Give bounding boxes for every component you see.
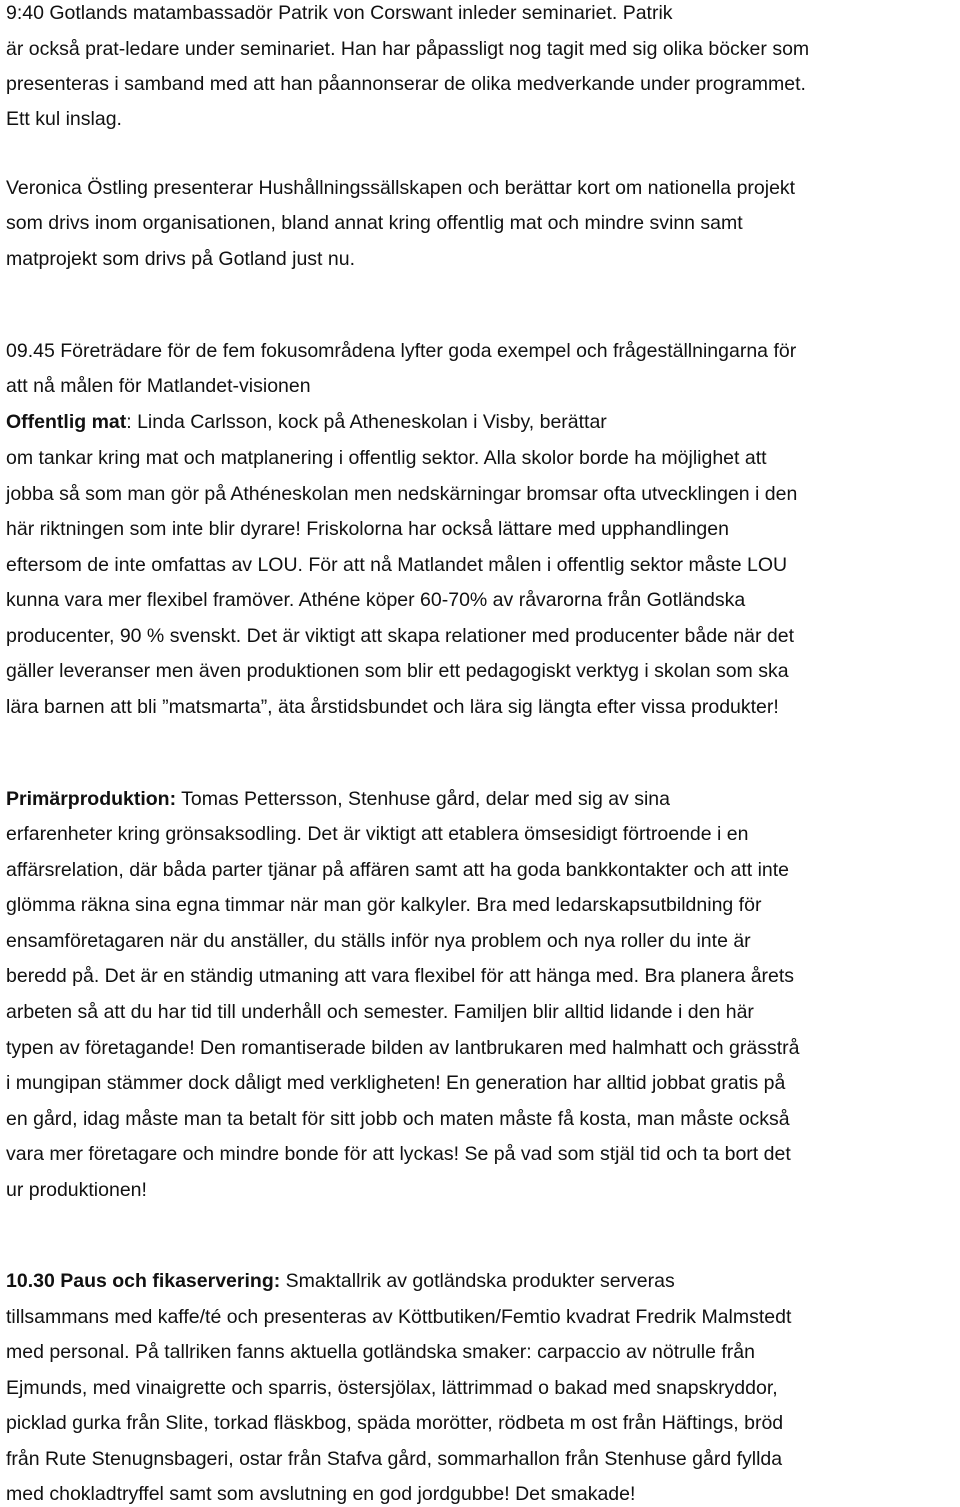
text-line: med personal. På tallriken fanns aktuella gotländska smaker: carpaccio av nötrulle från [6,1341,755,1363]
text-line: Ett kul inslag. [6,108,122,130]
text-line: picklad gurka från Slite, torkad fläskbog, späda morötter, rödbeta m ost från Häftings, bröd [6,1412,784,1434]
offentlig-mat-intro: : Linda Carlsson, kock på Atheneskolan i Visby, berättar [126,411,607,433]
text-line: jobba så som man gör på Athéneskolan men nedskärningar bromsar ofta utvecklingen i den [6,483,798,505]
text-line: är också prat-ledare under seminariet. Han har påpassligt nog tagit med sig olika böcker som [6,38,810,60]
text-line: Veronica Östling presenterar Hushållningssällskapen och berättar kort om nationella projekt [6,177,796,199]
offentlig-mat-intro-line [6,410,607,434]
text-line: gäller leveranser men även produktionen som blir ett pedagogiskt verktyg i skolan som ska [6,660,789,682]
text-line: tillsammans med kaffe/té och presenteras av Köttbutiken/Femtio kvadrat Fredrik Malmstedt [6,1306,792,1328]
text-line: 9:40 Gotlands matambassadör Patrik von Corswant inleder seminariet. Patrik [6,2,673,24]
text-line: från Rute Stenugnsbageri, ostar från Stafva gård, sommarhallon från Stenhuse gård fyllda [6,1448,783,1470]
text-line: ensamföretagaren när du anställer, du ställs inför nya problem och nya roller du inte är [6,930,751,952]
text-line: om tankar kring mat och matplanering i offentlig sektor. Alla skolor borde ha möjlighet att [6,447,767,469]
text-line: Ejmunds, med vinaigrette och sparris, östersjölax, lättrimmad o bakad med snapskryddor, [6,1377,778,1399]
text-line: producenter, 90 % svenskt. Det är viktigt att skapa relationer med producenter både när det [6,625,795,647]
text-line: matprojekt som drivs på Gotland just nu. [6,248,355,270]
paus-heading: 10.30 Paus och fikaservering: [6,1270,281,1292]
primarproduktion-heading: Primärproduktion: [6,788,177,810]
text-line: glömma räkna sina egna timmar när man gör kalkyler. Bra med ledarskapsutbildning för [6,894,762,916]
text-line: arbeten så att du har tid till underhåll och semester. Familjen blir alltid lidande i den här [6,1001,754,1023]
paus-intro-line [6,1269,675,1293]
text-line: en gård, idag måste man ta betalt för sitt jobb och maten måste få kosta, man måste också [6,1108,790,1130]
text-line: affärsrelation, där båda parter tjänar på affären samt att ha goda bankkontakter och att inte [6,859,790,881]
offentlig-mat-heading: Offentlig mat [6,411,127,433]
text-line: kunna vara mer flexibel framöver. Athéne köper 60-70% av råvarorna från Gotländska [6,589,746,611]
text-line: 09.45 Företrädare för de fem fokusområdena lyfter goda exempel och frågeställningarna för [6,340,797,362]
text-line: i mungipan stämmer dock dåligt med verkligheten! En generation har alltid jobbat gratis på [6,1072,786,1094]
text-line: presenteras i samband med att han påannonserar de olika medverkande under programmet. [6,73,806,95]
primarproduktion-intro-line [6,787,670,811]
text-line: att nå målen för Matlandet-visionen [6,375,311,397]
text-line: eftersom de inte omfattas av LOU. För att nå Matlandet målen i offentlig sektor måste LOU [6,554,788,576]
text-line: med chokladtryffel samt som avslutning en god jordgubbe! Det smakade! [6,1483,636,1505]
text-line: som drivs inom organisationen, bland annat kring offentlig mat och mindre svinn samt [6,212,743,234]
primarproduktion-intro: Tomas Pettersson, Stenhuse gård, delar med sig av sina [176,788,671,810]
text-line: vara mer företagare och mindre bonde för att lyckas! Se på vad som stjäl tid och ta bort det [6,1143,791,1165]
paus-intro: Smaktallrik av gotländska produkter serveras [280,1270,675,1292]
text-line: erfarenheter kring grönsaksodling. Det är viktigt att etablera ömsesidigt förtroende i en [6,823,749,845]
text-line: ur produktionen! [6,1179,147,1201]
text-line: lära barnen att bli ”matsmarta”, äta årstidsbundet och lära sig längta efter vissa produkter! [6,696,779,718]
text-line: beredd på. Det är en ständig utmaning att vara flexibel för att hänga med. Bra planera årets [6,965,795,987]
text-line: här riktningen som inte blir dyrare! Friskolorna har också lättare med upphandlingen [6,518,729,540]
text-line: typen av företagande! Den romantiserade bilden av lantbrukaren med halmhatt och grässtrå [6,1037,800,1059]
